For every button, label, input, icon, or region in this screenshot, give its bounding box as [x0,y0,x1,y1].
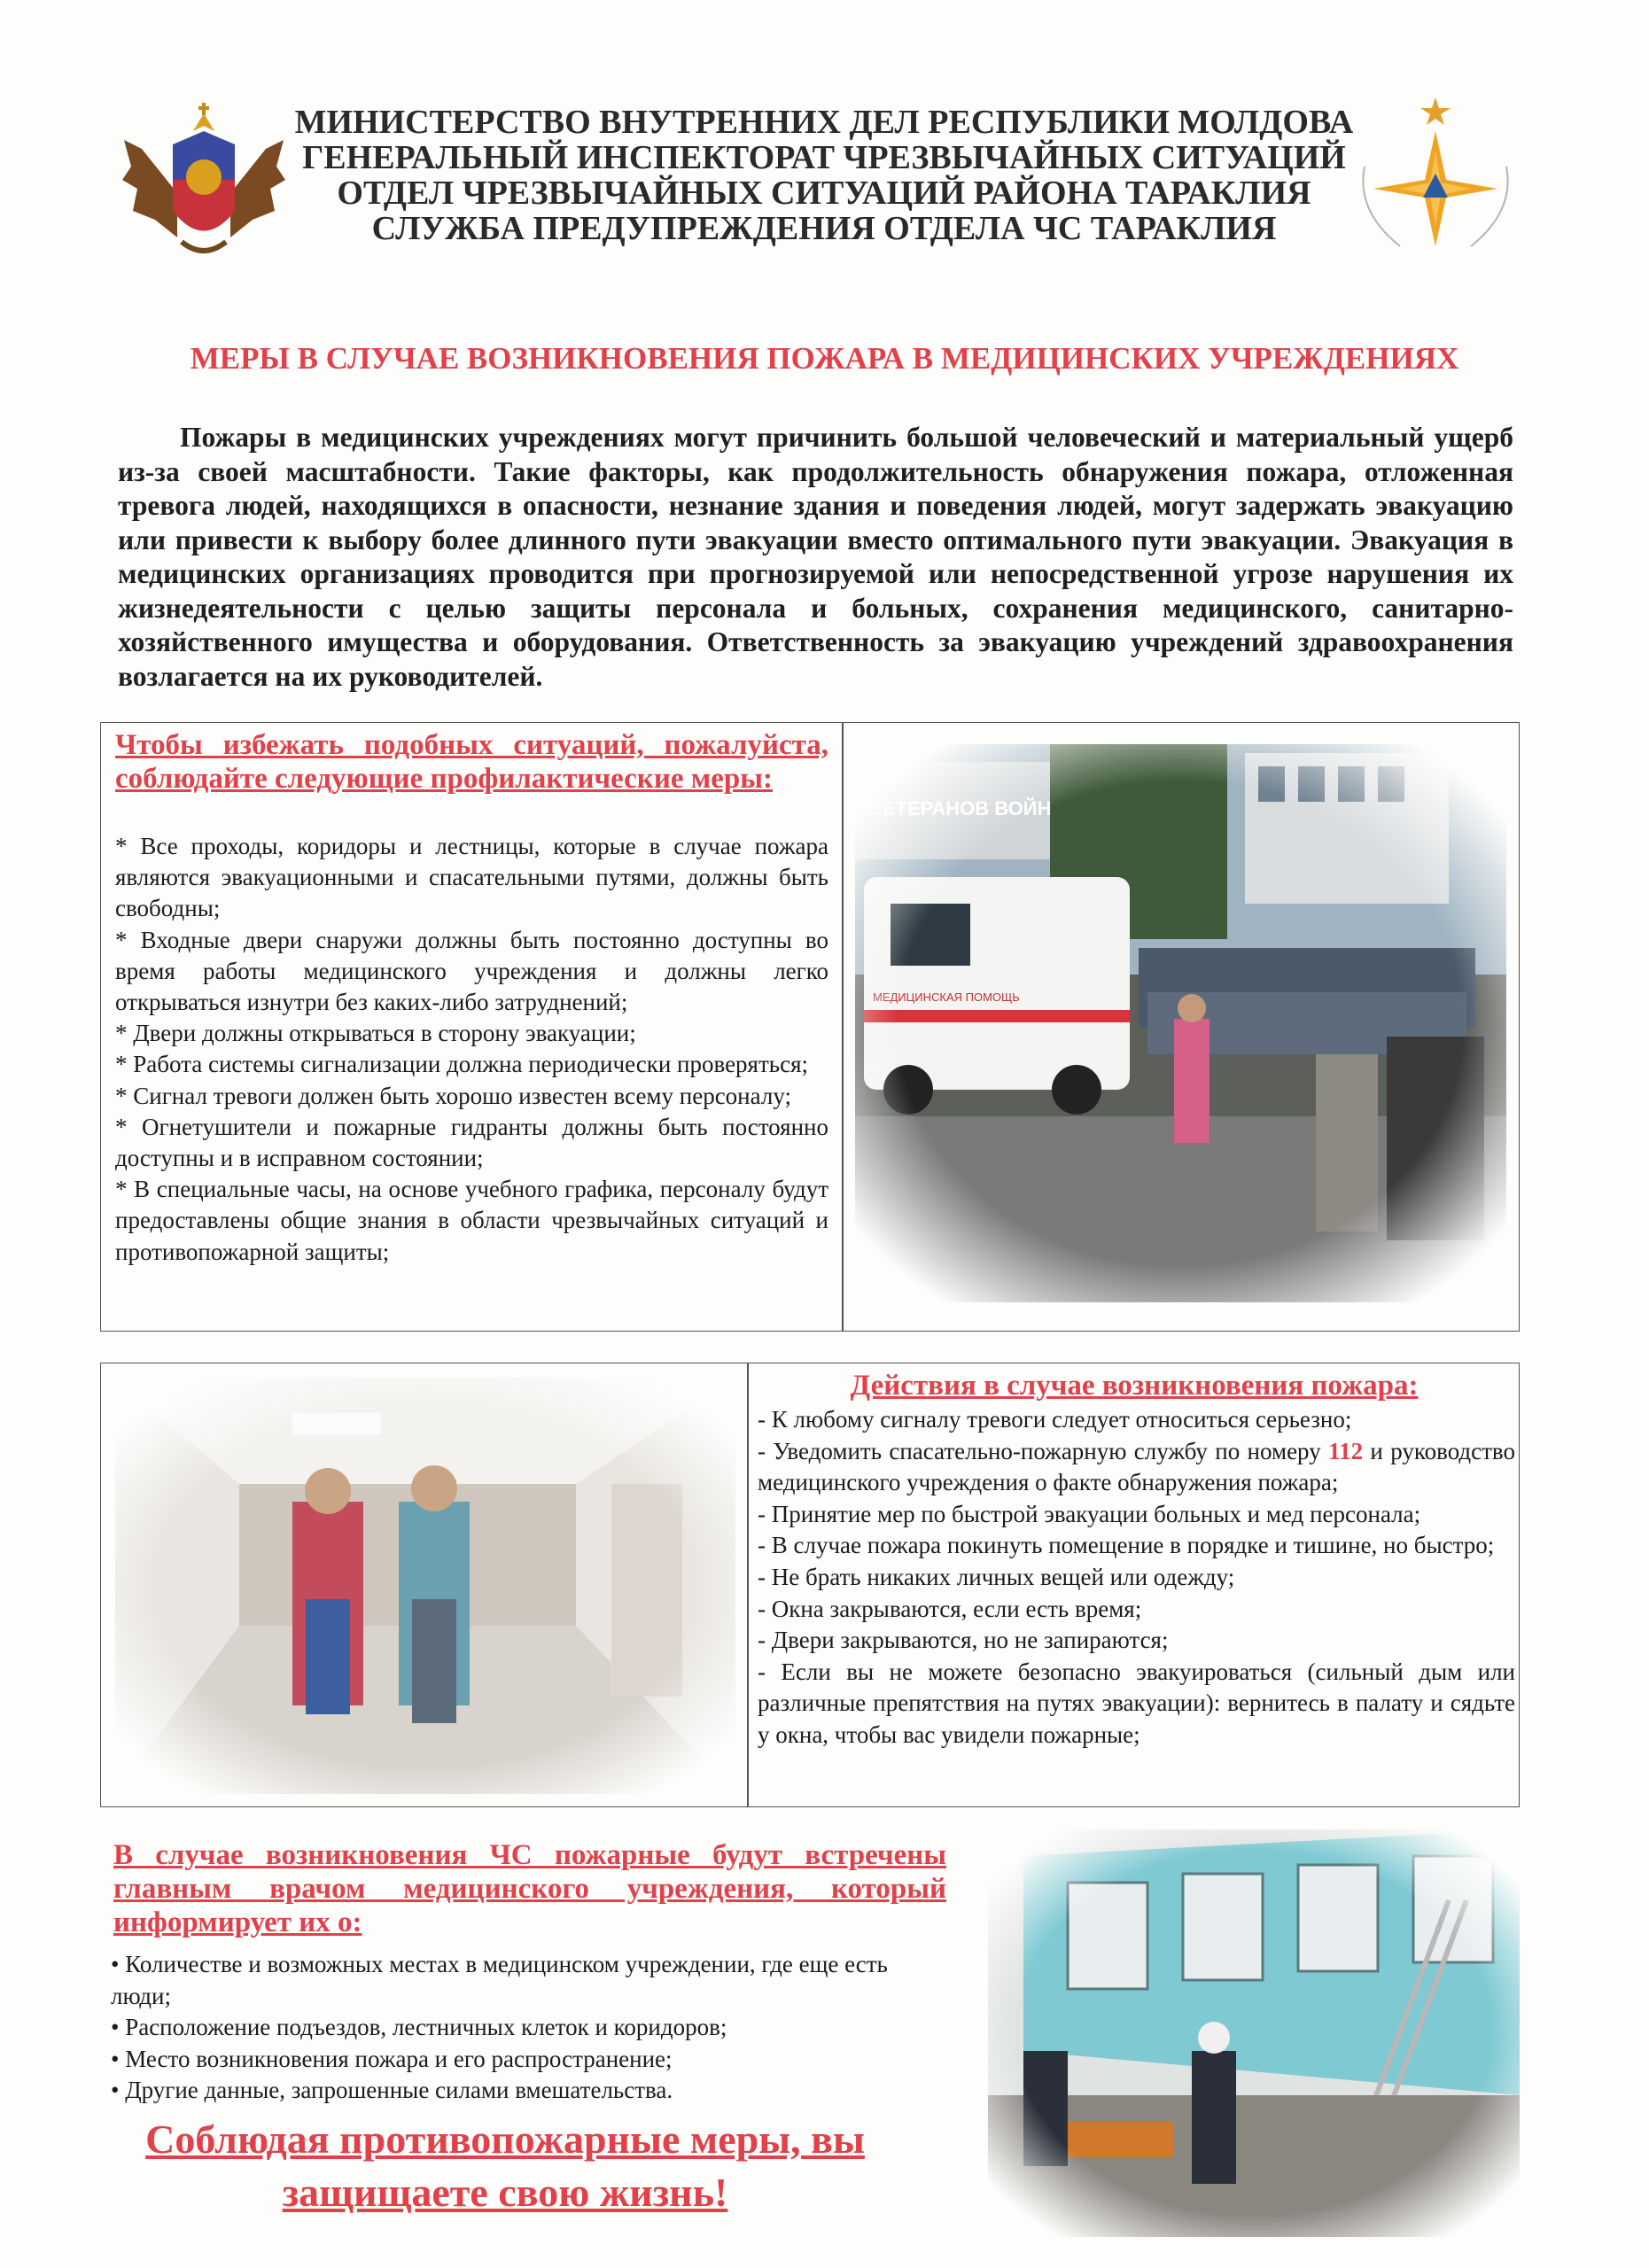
actions-heading: Действия в случае возникновения пожара: [850,1370,1419,1402]
header-line: ОТДЕЛ ЧРЕЗВЫЧАЙНЫХ СИТУАЦИЙ РАЙОНА ТАРАКЛИЯ [337,175,1311,212]
list-item: * В специальные часы, на основе учебного графика, персоналу будут предоставлены общие знания в области чрезвычайных ситуаций и противопожарной защиты; [115,1176,828,1265]
prevention-list [115,831,828,1268]
actions-list [758,1404,1515,1751]
list-item: - В случае пожара покинуть помещение в порядке и тишине, но быстро; [758,1532,1495,1559]
prevention-heading: Чтобы избежать подобных ситуаций, пожалуйста, соблюдайте следующие профилактические меры: [115,729,828,795]
list-item: • Количестве и возможных местах в медицинском учреждении, где еще есть люди; [111,1951,888,2009]
list-item-text: и руководство медицинского учреждения о факте обнаружения пожара; [758,1437,1515,1496]
list-item: * Работа системы сигнализации должна периодически проверяться; [115,1051,808,1078]
header-line: СЛУЖБА ПРЕДУПРЕЖДЕНИЯ ОТДЕЛА ЧС ТАРАКЛИЯ [371,210,1277,247]
intro-paragraph: Пожары в медицинских учреждениях могут причинить большой человеческий и материальный ущерб из-за своей масштабности. Такие факторы, как продолжительность обнаружения пожара, отложенная тревога людей, находящихся в опасности, незнание здания и поведения людей, могут задержать эвакуацию или привести к выбору более длинного пути эвакуации вместо оптимального пути эвакуации. Эвакуация в медицинских организациях проводится при прогнозируемой или непосредственной угрозе нарушения их жизнедеятельности с целью защиты персонала и больных, сохранения медицинского, санитарно-хозяйственного имущества и оборудования. Ответственность за эвакуацию учреждений здравоохранения возлагается на их руководителей. [118,422,1513,692]
emergency-heading: В случае возникновения ЧС пожарные будут встречены главным врачом медицинского учреждения, который информирует их о: [113,1839,946,1938]
list-item: • Другие данные, запрошенные силами вмешательства. [111,2077,673,2103]
emergency-number: 112 [1328,1437,1364,1464]
list-item: - Не брать никаких личных вещей или одежду; [758,1563,1235,1590]
firefighters-rescue-photo [988,1829,1520,2237]
emergency-list [111,1949,953,2107]
box-divider [842,723,844,1331]
list-item: * Сигнал тревоги должен быть хорошо известен всему персоналу; [115,1082,791,1109]
list-item: - Если вы не можете безопасно эвакуироваться (сильный дым или различные препятствия на путях эвакуации): вернитесь в палату и сядьте у окна, чтобы вас увидели пожарные; [758,1658,1515,1748]
list-item: - Принятие мер по быстрой эвакуации больных и мед персонала; [758,1500,1421,1527]
list-item: * Огнетушители и пожарные гидранты должны быть постоянно доступны и в исправном состоянии; [115,1113,828,1172]
page-title: МЕРЫ В СЛУЧАЕ ВОЗНИКНОВЕНИЯ ПОЖАРА В МЕДИЦИНСКИХ УЧРЕЖДЕНИЯХ [190,341,1459,376]
list-item: * Все проходы, коридоры и лестницы, которые в случае пожара являются эвакуационными и спасательными путями, должны быть свободны; [115,833,828,922]
header-block [292,105,1356,246]
list-item: - К любому сигналу тревоги следует относиться серьезно; [758,1406,1352,1433]
list-item: * Входные двери снаружи должны быть постоянно доступны во время работы медицинского учреждения и должны легко открываться изнутри без каких-либо затруднений; [115,926,828,1016]
header-line: МИНИСТЕРСТВО ВНУТРЕННИХ ДЕЛ РЕСПУБЛИКИ МОЛДОВА [294,104,1354,141]
list-item: • Место возникновения пожара и его распространение; [111,2045,673,2072]
closing-slogan: Соблюдая противопожарные меры, вы защищаете свою жизнь! [145,2117,865,2215]
list-item: - Окна закрываются, если есть время; [758,1595,1142,1622]
list-item [758,1436,1515,1499]
header-line: ГЕНЕРАЛЬНЫЙ ИНСПЕКТОРАТ ЧРЕЗВЫЧАЙНЫХ СИТУАЦИЙ [302,139,1346,176]
list-item: • Расположение подъездов, лестничных клеток и коридоров; [111,2014,727,2040]
emergency-service-emblem [1347,96,1524,260]
list-item: - Двери закрываются, но не запираются; [758,1627,1169,1654]
list-item-text: - Уведомить спасательно-пожарную службу по номеру [758,1437,1329,1464]
corridor-evacuation-photo [115,1378,735,1794]
list-item: * Двери должны открываться в сторону эвакуации; [115,1020,636,1047]
moldova-coat-of-arms [115,96,292,273]
evacuation-drill-photo [855,744,1506,1302]
box-divider [747,1363,749,1806]
